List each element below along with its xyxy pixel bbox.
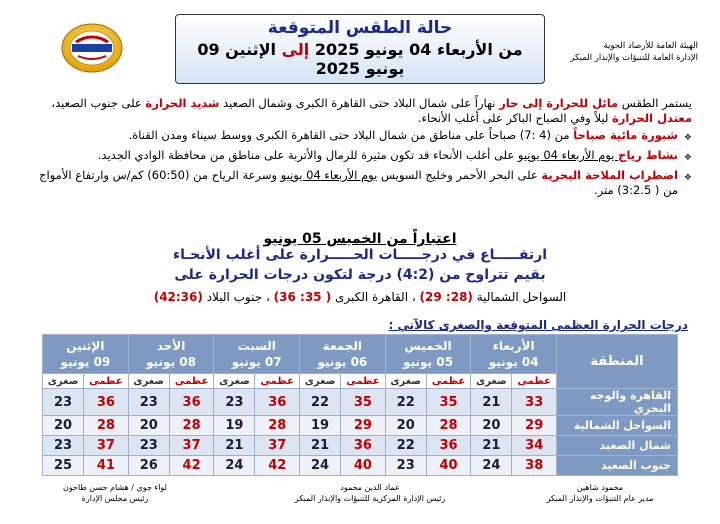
min-label: صغرى xyxy=(214,374,255,389)
organization-name xyxy=(563,40,698,64)
signer-name: لواء جوي / هشام حسن طاحون xyxy=(63,483,167,492)
region-name: السواحل الشمالية xyxy=(557,416,678,436)
min-label: صغرى xyxy=(43,374,84,389)
max-label: عظمى xyxy=(169,374,214,389)
warning-text: من (4 :7) صباحاً على مناطق من شمال البلاد حتى القاهرة الكبرى ووسط سيناء ومدن القناة. xyxy=(128,128,574,142)
min-temp: 20 xyxy=(43,416,84,436)
max-temp: 37 xyxy=(84,436,129,456)
max-temp: 40 xyxy=(341,456,386,476)
min-temp: 26 xyxy=(128,456,169,476)
period-to: إلى xyxy=(281,40,310,59)
period-end: الإثنين 09 يونيو 2025 xyxy=(197,40,405,78)
max-temp: 28 xyxy=(426,416,471,436)
min-temp: 23 xyxy=(385,456,426,476)
warning-label: نشاط رياح xyxy=(618,148,678,162)
period-range xyxy=(176,40,544,78)
min-temp: 20 xyxy=(471,416,512,436)
min-label: صغرى xyxy=(385,374,426,389)
table-header-row xyxy=(43,335,678,374)
day-header xyxy=(471,335,557,374)
min-temp: 21 xyxy=(471,389,512,416)
day-header xyxy=(300,335,386,374)
min-temp: 20 xyxy=(128,416,169,436)
region-range: (42:36) xyxy=(153,290,203,304)
day-name: الإثنين xyxy=(66,339,105,353)
max-temp: 37 xyxy=(255,436,300,456)
signature-chairman xyxy=(40,482,190,504)
signer-name: عماد الدين محمود xyxy=(340,483,400,492)
max-temp: 38 xyxy=(512,456,557,476)
intro-highlight: شديد الحرارة xyxy=(145,96,220,110)
day-name: الخميس xyxy=(404,339,452,353)
intro-highlight: معتدل الحرارة xyxy=(612,111,692,125)
signer-title: مدير عام التنبؤات والإنذار المبكر xyxy=(546,494,654,503)
region-text: ، القاهرة الكبرى xyxy=(331,290,420,304)
min-temp: 22 xyxy=(385,389,426,416)
max-temp: 36 xyxy=(169,389,214,416)
emblem-logo-icon xyxy=(60,22,124,74)
org-line-2: الإدارة العامة للتنبؤات والإنذار المبكر xyxy=(570,53,698,63)
day-date: 07 يونيو xyxy=(231,355,282,369)
min-temp: 21 xyxy=(214,436,255,456)
forecast-line-2: بقيم تتراوح من (4:2) درجة لتكون درجات الحرارة على xyxy=(174,267,546,283)
day-name: الأحد xyxy=(156,339,186,353)
region-text: السواحل الشمالية xyxy=(472,290,567,304)
max-temp: 36 xyxy=(426,436,471,456)
max-temp: 42 xyxy=(169,456,214,476)
region-header: المنطقة xyxy=(557,335,678,389)
max-label: عظمى xyxy=(84,374,129,389)
max-temp: 37 xyxy=(169,436,214,456)
table-caption: درجات الحرارة العظمى المتوقعة والصغرى كالآتي : xyxy=(388,318,688,332)
warning-date: يوم الأربعاء 04 يونيو xyxy=(280,168,378,182)
forecast-line-1: ارتفـــــاع في درجـــــات الحـــــرارة على أغلب الأنحـاء xyxy=(172,247,548,263)
table-row xyxy=(43,416,678,436)
warning-fog xyxy=(28,128,692,143)
max-label: عظمى xyxy=(341,374,386,389)
day-header xyxy=(385,335,471,374)
min-temp: 21 xyxy=(300,436,341,456)
warning-date: يوم الأربعاء 04 يونيو xyxy=(517,148,619,162)
region-name: شمال الصعيد xyxy=(557,436,678,456)
max-temp: 34 xyxy=(512,436,557,456)
min-label: صغرى xyxy=(128,374,169,389)
page-title: حالة الطقس المتوقعة xyxy=(267,18,453,38)
signer-title: رئيس مجلس الإدارة xyxy=(81,494,149,503)
day-date: 09 يونيو xyxy=(60,355,111,369)
signer-title: رئيس الإدارة المركزية للتنبؤات والإنذار المبكر xyxy=(294,494,446,503)
warning-text: على البحر الأحمر وخليج السويس xyxy=(377,168,542,182)
intro-paragraph xyxy=(28,96,692,126)
min-temp: 25 xyxy=(43,456,84,476)
warning-label: شبورة مائية صباحاً xyxy=(573,128,678,142)
day-date: 06 يونيو xyxy=(317,355,368,369)
max-temp: 29 xyxy=(512,416,557,436)
max-label: عظمى xyxy=(426,374,471,389)
day-name: الأربعاء xyxy=(492,339,535,353)
max-temp: 36 xyxy=(341,436,386,456)
org-line-1: الهيئة العامة للأرصاد الجوية xyxy=(603,41,698,51)
diamond-bullet-icon: ❖ xyxy=(683,173,692,183)
table-row xyxy=(43,389,678,416)
signer-name: محمود شاهين xyxy=(576,483,624,492)
max-temp: 41 xyxy=(84,456,129,476)
max-temp: 36 xyxy=(255,389,300,416)
day-header xyxy=(214,335,300,374)
max-temp: 42 xyxy=(255,456,300,476)
temperature-table xyxy=(42,334,678,476)
max-temp: 29 xyxy=(341,416,386,436)
max-temp: 33 xyxy=(512,389,557,416)
min-temp: 23 xyxy=(214,389,255,416)
min-temp: 22 xyxy=(300,389,341,416)
min-temp: 23 xyxy=(128,389,169,416)
day-date: 05 يونيو xyxy=(403,355,453,369)
day-header xyxy=(128,335,214,374)
max-temp: 35 xyxy=(341,389,386,416)
warning-text: على أغلب الأنحاء قد تكون مثيرة للرمال والأتربة على مناطق من محافظة الوادي الجديد. xyxy=(97,148,518,162)
day-name: الجمعة xyxy=(322,339,363,353)
header-box xyxy=(175,14,545,84)
day-header xyxy=(43,335,129,374)
max-temp: 28 xyxy=(255,416,300,436)
warnings-list xyxy=(28,128,692,203)
min-temp: 21 xyxy=(471,436,512,456)
max-temp: 40 xyxy=(426,456,471,476)
day-date: 08 يونيو xyxy=(146,355,196,369)
intro-text: ليلاً وفي الصباح الباكر على أغلب الأنحاء. xyxy=(417,111,613,125)
region-range: ( 35: 36) xyxy=(273,290,332,304)
warning-label: اضطراب الملاحة البحرية xyxy=(541,168,678,182)
min-temp: 24 xyxy=(214,456,255,476)
min-temp: 19 xyxy=(300,416,341,436)
signature-director xyxy=(520,482,680,504)
min-temp: 24 xyxy=(300,456,341,476)
region-name: جنوب الصعيد xyxy=(557,456,678,476)
intro-text: يستمر الطقس xyxy=(618,96,692,110)
max-temp: 36 xyxy=(84,389,129,416)
warning-wind xyxy=(28,148,692,163)
intro-text: نهاراً على شمال البلاد حتى القاهرة الكبرى وشمال الصعيد xyxy=(219,96,500,110)
intro-highlight: مائل للحرارة إلى حار xyxy=(499,96,619,110)
forecast-title: اعتباراً من الخميس 05 يونيو xyxy=(263,231,457,247)
table-row xyxy=(43,456,678,476)
signature-head xyxy=(270,482,470,504)
diamond-bullet-icon: ❖ xyxy=(683,153,692,163)
min-temp: 24 xyxy=(471,456,512,476)
max-label: عظمى xyxy=(512,374,557,389)
min-temp: 23 xyxy=(43,389,84,416)
warning-text: وسرعة الرياح من (60:50) كم/س وارتفاع الأمواج من ( 3:2.5) متر. xyxy=(39,168,678,197)
intro-text: على جنوب الصعيد، xyxy=(51,96,146,110)
day-name: السبت xyxy=(237,339,276,353)
max-temp: 28 xyxy=(169,416,214,436)
min-label: صغرى xyxy=(300,374,341,389)
region-text: ، جنوب البلاد xyxy=(202,290,274,304)
max-temp: 35 xyxy=(426,389,471,416)
forecast-line-3 xyxy=(120,290,600,304)
diamond-bullet-icon: ❖ xyxy=(683,133,692,143)
max-temp: 28 xyxy=(84,416,129,436)
min-temp: 19 xyxy=(214,416,255,436)
table-row xyxy=(43,436,678,456)
warning-marine xyxy=(28,168,692,198)
min-temp: 22 xyxy=(385,436,426,456)
min-label: صغرى xyxy=(471,374,512,389)
day-date: 04 يونيو xyxy=(488,355,539,369)
max-label: عظمى xyxy=(255,374,300,389)
min-temp: 23 xyxy=(128,436,169,456)
region-name: القاهرة والوجه البحري xyxy=(557,389,678,416)
min-temp: 23 xyxy=(43,436,84,456)
period-start: من الأربعاء 04 يونيو 2025 xyxy=(314,40,523,59)
region-range: (28: 29) xyxy=(419,290,473,304)
min-temp: 20 xyxy=(385,416,426,436)
